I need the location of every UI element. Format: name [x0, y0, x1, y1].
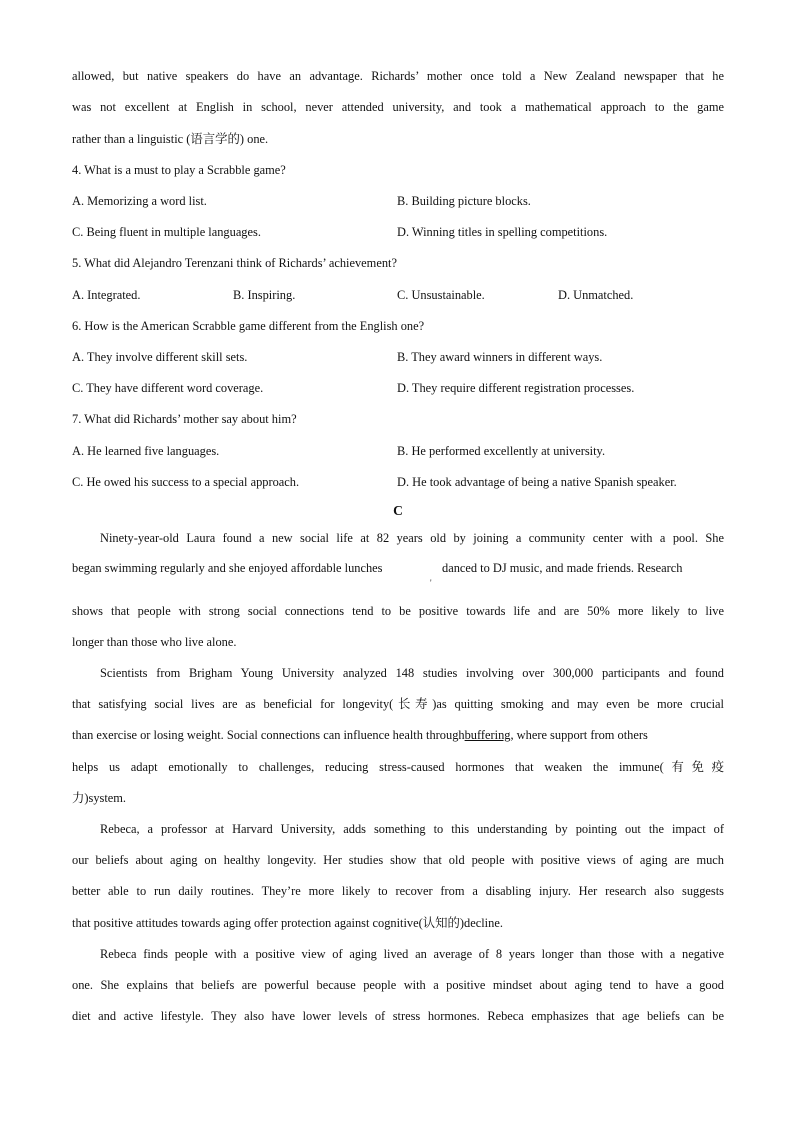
- question-5-option-b: B. Inspiring.: [233, 288, 296, 302]
- question-5-stem: 5. What did Alejandro Terenzani think of Richards’ achievement?: [72, 256, 397, 270]
- question-6-option-b: B. They award winners in different ways.: [397, 350, 603, 364]
- passage-c-p2-line-3-text: than exercise or losing weight. Social connections can influence health through: [72, 728, 465, 742]
- passage-c-p4-line-2: one. She explains that beliefs are powerful because people with a positive mindset about aging tend to have a good: [72, 978, 724, 992]
- passage-b-line-3: rather than a linguistic (语言学的) one.: [72, 132, 269, 146]
- passage-c-p1-line-2a: began swimming regularly and she enjoyed affordable lunches: [72, 561, 383, 575]
- passage-c-p1-line-4: longer than those who live alone.: [72, 635, 237, 649]
- stray-mark: ': [430, 578, 432, 588]
- question-4-option-c: C. Being fluent in multiple languages.: [72, 225, 261, 239]
- question-6-option-c: C. They have different word coverage.: [72, 381, 264, 395]
- passage-c-p3-line-4: that positive attitudes towards aging offer protection against cognitive(认知的)decline.: [72, 916, 503, 930]
- question-7-option-a: A. He learned five languages.: [72, 444, 220, 458]
- question-4-stem: 4. What is a must to play a Scrabble game?: [72, 163, 286, 177]
- question-4-option-b: B. Building picture blocks.: [397, 194, 531, 208]
- passage-c-p2-line-5: 力)system.: [72, 791, 127, 805]
- passage-c-p1-line-1: Ninety-year-old Laura found a new social life at 82 years old by joining a community center with a pool. She: [100, 531, 724, 545]
- question-4-option-d: D. Winning titles in spelling competitions.: [397, 225, 608, 239]
- passage-c-p2-line-4: helps us adapt emotionally to challenges, reducing stress-caused hormones that weaken the immune(有免疫: [72, 760, 724, 774]
- passage-b-line-2: was not excellent at English in school, never attended university, and took a mathematical approach to the game: [72, 100, 724, 114]
- passage-c-p3-line-1: Rebeca, a professor at Harvard University, adds something to this understanding by pointing out the impact of: [100, 822, 724, 836]
- passage-c-p2-line-3-tail: , where support from others: [510, 728, 648, 742]
- question-4-option-a: A. Memorizing a word list.: [72, 194, 207, 208]
- question-5-option-a: A. Integrated.: [72, 288, 141, 302]
- passage-b-line-1: allowed, but native speakers do have an advantage. Richards’ mother once told a New Zealand newspaper that he: [72, 69, 724, 83]
- passage-c-p2-line-2: that satisfying social lives are as beneficial for longevity(长寿)as quitting smoking and may even be more crucial: [72, 697, 724, 711]
- question-6-option-d: D. They require different registration processes.: [397, 381, 635, 395]
- passage-c-p1-line-2b: danced to DJ music, and made friends. Research: [442, 561, 683, 575]
- section-heading-c: C: [393, 503, 403, 518]
- question-7-option-c: C. He owed his success to a special approach.: [72, 475, 300, 489]
- question-5-option-d: D. Unmatched.: [558, 288, 634, 302]
- passage-c-p3-line-3: better able to run daily routines. They’re more likely to recover from a disabling injury. Her research also suggests: [72, 884, 724, 898]
- underlined-word-buffering: buffering: [464, 728, 511, 742]
- passage-c-p3-line-2: our beliefs about aging on healthy longevity. Her studies show that old people with positive views of aging are much: [72, 853, 724, 867]
- passage-c-p4-line-3: diet and active lifestyle. They also have lower levels of stress hormones. Rebeca emphasizes that age beliefs can be: [72, 1009, 724, 1023]
- passage-c-p2-line-3: [72, 727, 724, 743]
- question-7-option-d: D. He took advantage of being a native Spanish speaker.: [397, 475, 677, 489]
- question-5-option-c: C. Unsustainable.: [397, 288, 485, 302]
- passage-c-p1-line-3: shows that people with strong social connections tend to be positive towards life and are 50% more likely to live: [72, 604, 724, 618]
- question-7-option-b: B. He performed excellently at university.: [397, 444, 606, 458]
- question-6-option-a: A. They involve different skill sets.: [72, 350, 248, 364]
- question-6-stem: 6. How is the American Scrabble game different from the English one?: [72, 319, 425, 333]
- passage-c-p4-line-1: Rebeca finds people with a positive view of aging lived an average of 8 years longer than those with a negative: [100, 947, 724, 961]
- passage-c-p2-line-1: Scientists from Brigham Young University analyzed 148 studies involving over 300,000 participants and found: [100, 666, 724, 680]
- question-7-stem: 7. What did Richards’ mother say about him?: [72, 412, 297, 426]
